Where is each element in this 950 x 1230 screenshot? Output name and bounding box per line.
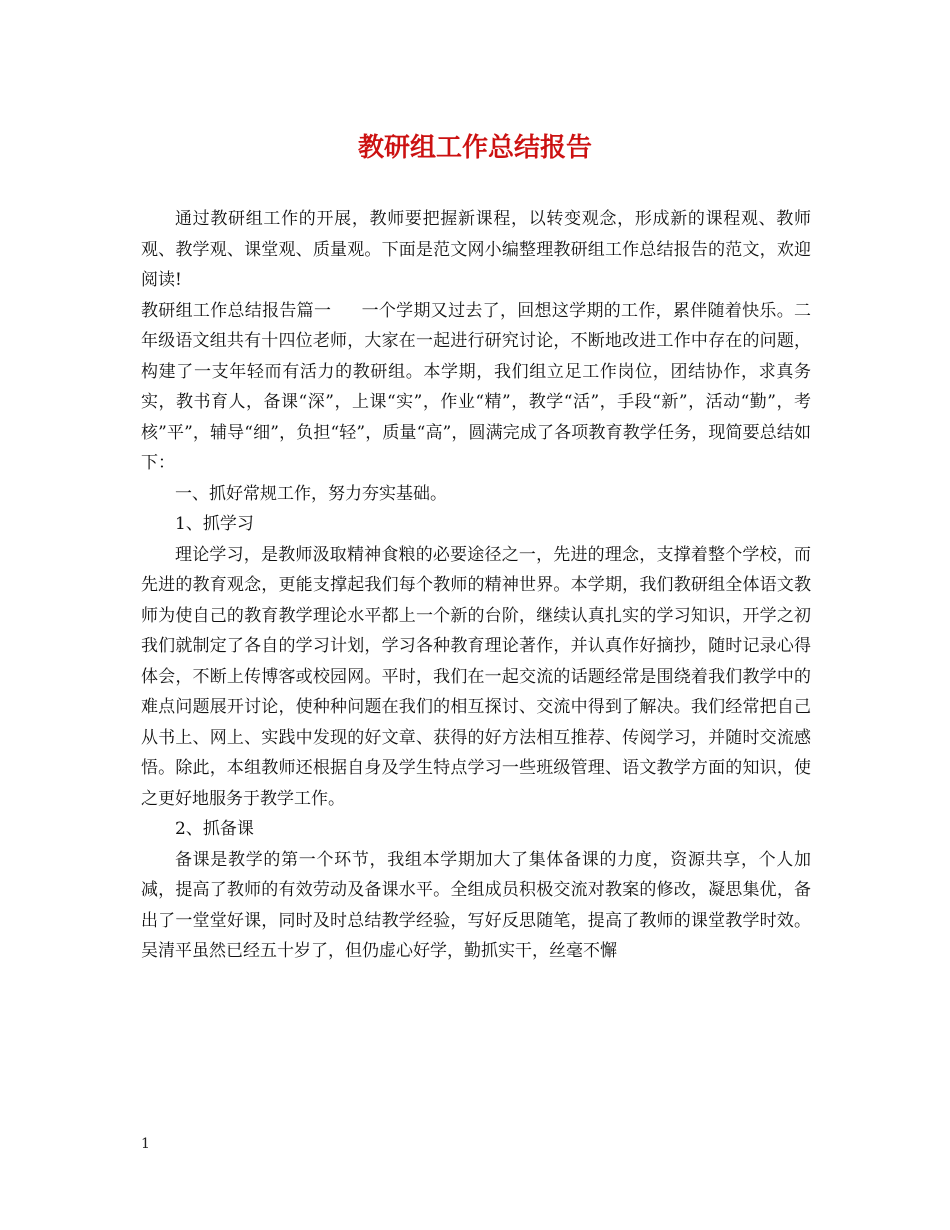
section-heading: 教研组工作总结报告篇一: [141, 300, 332, 321]
sub-two-heading: 2、抓备课: [175, 819, 254, 839]
document-body: [141, 204, 811, 967]
intro-paragraph: 通过教研组工作的开展，教师要把握新课程，以转变观念，形成新的课程观、教师观、教学观、课堂观、质量观。下面是范文网小编整理教研组工作总结报告的范文，欢迎阅读!: [141, 209, 811, 290]
point-one-heading: 一、抓好常规工作，努力夯实基础。: [175, 483, 447, 504]
section-first-paragraph: 一个学期又过去了，回想这学期的工作，累伴随着快乐。二年级语文组共有十四位老师，大家在一起进行研究讨论，不断地改进工作中存在的问题，构建了一支年轻而有活力的教研组。本学期，我们组立足工作岗位，团结协作，求真务实，教书育人，备课“深”，上课“实”，作业“精”，教学“活”，手段“新”，活动“勤”，考核”平”，辅导“细”，负担“轻”，质量“高”，圆满完成了各项教育教学任务，现简要总结如下：: [141, 300, 812, 473]
sub-one-paragraph: 理论学习，是教师汲取精神食粮的必要途径之一，先进的理念，支撑着整个学校，而先进的教育观念，更能支撑起我们每个教师的精神世界。本学期，我们教研组全体语文教师为使自己的教育教学理论水平都上一个新的台阶，继续认真扎实的学习知识，开学之初我们就制定了各自的学习计划，学习各种教育理论著作，并认真作好摘抄，随时记录心得体会，不断上传博客或校园网。平时，我们在一起交流的话题经常是围绕着我们教学中的难点问题展开讨论，使种种问题在我们的相互探讨、交流中得到了解决。我们经常把自己从书上、网上、实践中发现的好文章、获得的好方法相互推荐、传阅学习，并随时交流感悟。除此，本组教师还根据自身及学生特点学习一些班级管理、语文教学方面的知识，使之更好地服务于教学工作。: [141, 544, 811, 809]
document-title: 教研组工作总结报告: [357, 133, 592, 163]
sub-two-paragraph: 备课是教学的第一个环节，我组本学期加大了集体备课的力度，资源共享，个人加减，提高了教师的有效劳动及备课水平。全组成员积极交流对教案的修改，凝思集优，备出了一堂堂好课，同时及时总结教学经验，写好反思随笔，提高了教师的课堂教学时效。吴清平虽然已经五十岁了，但仍虚心好学，勤抓实干，丝毫不懈: [141, 849, 811, 961]
section-paragraph: [141, 296, 811, 479]
page-number: 1: [141, 1136, 150, 1152]
sub-one-heading: 1、抓学习: [175, 514, 254, 534]
